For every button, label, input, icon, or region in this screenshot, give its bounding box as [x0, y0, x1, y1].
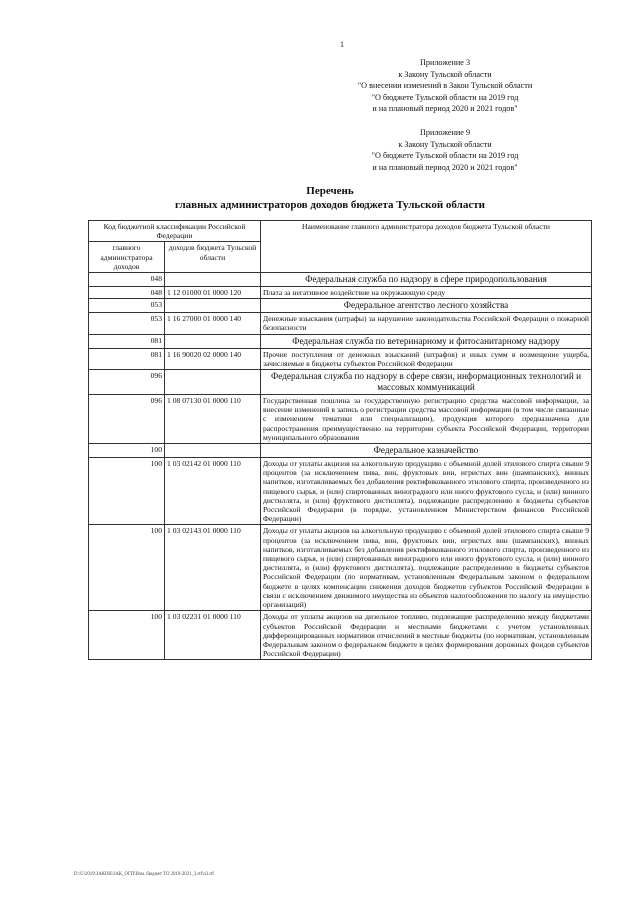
revenue-name-cell: Доходы от уплаты акцизов на дизельное топливо, подлежащие распределению между бюджетами субъектов Российской Федерации и местными бюджетами с учетом установленных дифференцированных нормативов отчислений в местные бюджеты (по нормативам, установленным Федеральным законом о федеральном бюджете в целях формирования дорожных фондов субъектов Российской Федерации) [261, 611, 592, 660]
revenue-code-cell [165, 370, 261, 395]
table-row [89, 287, 592, 299]
admin-code-cell: 096 [89, 370, 165, 395]
revenue-code-cell: 1 03 02142 01 0000 110 [165, 458, 261, 525]
appendix-line: Приложение 9 [419, 128, 471, 137]
revenue-code-cell [165, 299, 261, 313]
appendix-line: "О внесении изменений в Закон Тульской области [357, 81, 533, 90]
revenue-name-cell: Денежные взыскания (штрафы) за нарушение законодательства Российской Федерации о пожарной безопасности [261, 313, 592, 334]
revenue-code-cell [165, 273, 261, 287]
file-path-footer: D:\U\2019\ЗАКОН\ЗАК_ОГП\Изм. бюджет ТО 2019-2021_3.rtf\n3.rtf [74, 872, 214, 877]
revenue-code-cell: 1 03 02231 01 0000 110 [165, 611, 261, 660]
appendix-line: "О бюджете Тульской области на 2019 год [371, 92, 519, 102]
admin-code-cell: 100 [89, 444, 165, 458]
title-line: Перечень [306, 185, 354, 197]
admin-code-cell: 096 [89, 395, 165, 444]
appendix-line: и на плановый период 2020 и 2021 годов" [372, 104, 518, 113]
header-admin-code: главного администратора доходов [89, 242, 165, 273]
revenue-code-cell: 1 08 07130 01 0000 110 [165, 395, 261, 444]
appendix-line: к Закону Тульской области [398, 69, 492, 79]
table-row [89, 348, 592, 369]
admin-code-cell: 081 [89, 334, 165, 348]
revenue-name-cell: Доходы от уплаты акцизов на алкогольную продукцию с объемной долей этилового спирта свыше 9 процентов (за исключением пива, вин, фруктовых вин, игристых вин (шампанских), винных напитков, изготавливаемых без добавления ректификованного этилового спирта, произведенного из пищевого сырья, и (или) спиртованных виноградного или иного фруктового сусла, и (или) винного дистиллята, и (или) фруктового дистиллята), подлежащие распределению в бюджеты субъектов Российской Федерации (в порядке, установленном Министерством финансов Российской Федерации) [261, 458, 592, 525]
revenue-code-cell: 1 12 01000 01 0000 120 [165, 287, 261, 299]
revenue-name-cell: Плата за негативное воздействие на окружающую среду [261, 287, 592, 299]
admin-code-cell: 100 [89, 458, 165, 525]
appendix-block-2 [320, 127, 570, 173]
agency-row [89, 299, 592, 313]
table-row [89, 395, 592, 444]
agency-name-cell: Федеральная служба по надзору в сфере природопользования [261, 273, 592, 287]
admin-code-cell: 100 [89, 525, 165, 611]
revenue-code-cell [165, 334, 261, 348]
agency-row [89, 273, 592, 287]
appendix-line: "О бюджете Тульской области на 2019 год [371, 151, 519, 160]
admin-code-cell: 048 [89, 287, 165, 299]
revenue-code-cell: 1 16 27000 01 0000 140 [165, 313, 261, 334]
administrators-table [88, 220, 592, 660]
appendix-line: и на плановый период 2020 и 2021 годов" [372, 162, 518, 172]
appendix-line: к Закону Тульской области [398, 139, 492, 149]
admin-code-cell: 081 [89, 348, 165, 369]
revenue-code-cell: 1 03 02143 01 0000 110 [165, 525, 261, 611]
agency-name-cell: Федеральное казначейство [261, 444, 592, 458]
table-header-row [89, 221, 592, 242]
appendix-line: Приложение 3 [419, 58, 471, 67]
admin-code-cell: 053 [89, 313, 165, 334]
header-name: Наименование главного администратора доходов бюджета Тульской области [261, 221, 592, 273]
table-row [89, 611, 592, 660]
agency-name-cell: Федеральная служба по ветеринарному и фитосанитарному надзору [261, 334, 592, 348]
agency-name-cell: Федеральное агентство лесного хозяйства [261, 299, 592, 313]
header-code-group: Код бюджетной классификации Российской Федерации [89, 221, 261, 242]
table-row [89, 458, 592, 525]
admin-code-cell: 053 [89, 299, 165, 313]
revenue-name-cell: Государственная пошлина за государственную регистрацию средства массовой информации, за внесение изменений в запись о регистрации средства массовой информации (в том числе связанные с изменением тематики или специализации), продукция которого предназначена для распространения преимущественно на территории субъекта Российской Федерации, территории муниципального образования [261, 395, 592, 444]
revenue-name-cell: Доходы от уплаты акцизов на алкогольную продукцию с объемной долей этилового спирта свыше 9 процентов (за исключением пива, вин, фруктовых вин, игристых вин (шампанских), винных напитков, изготавливаемых без добавления ректификованного этилового спирта, произведенного из пищевого сырья, и (или) спиртованных виноградного или иного фруктового сусла, и (или) винного дистиллята, и (или) фруктового дистиллята), подлежащие распределению в бюджеты субъектов Российской Федерации (по нормативам, установленным Федеральным законом о федеральном бюджете в целях компенсации снижения доходов бюджетов субъектов Российской Федерации в связи с исключением движимого имущества из объектов налогообложения по налогу на имущество организаций) [261, 525, 592, 611]
table-row [89, 313, 592, 334]
table-row [89, 525, 592, 611]
admin-code-cell: 048 [89, 273, 165, 287]
agency-row [89, 370, 592, 395]
title-line: главных администраторов доходов бюджета Тульской области [175, 199, 485, 211]
agency-row [89, 334, 592, 348]
appendix-block-1 [320, 57, 570, 115]
revenue-code-cell [165, 444, 261, 458]
admin-code-cell: 100 [89, 611, 165, 660]
document-title [90, 184, 570, 212]
header-revenue-code: доходов бюджета Тульской области [165, 242, 261, 273]
page-number: 1 [340, 40, 344, 49]
agency-name-cell: Федеральная служба по надзору в сфере связи, информационных технологий и массовых коммуникаций [261, 370, 592, 395]
revenue-code-cell: 1 16 90020 02 0000 140 [165, 348, 261, 369]
agency-row [89, 444, 592, 458]
revenue-name-cell: Прочие поступления от денежных взысканий (штрафов) и иных сумм в возмещение ущерба, зачисляемые в бюджеты субъектов Российской Федерации [261, 348, 592, 369]
